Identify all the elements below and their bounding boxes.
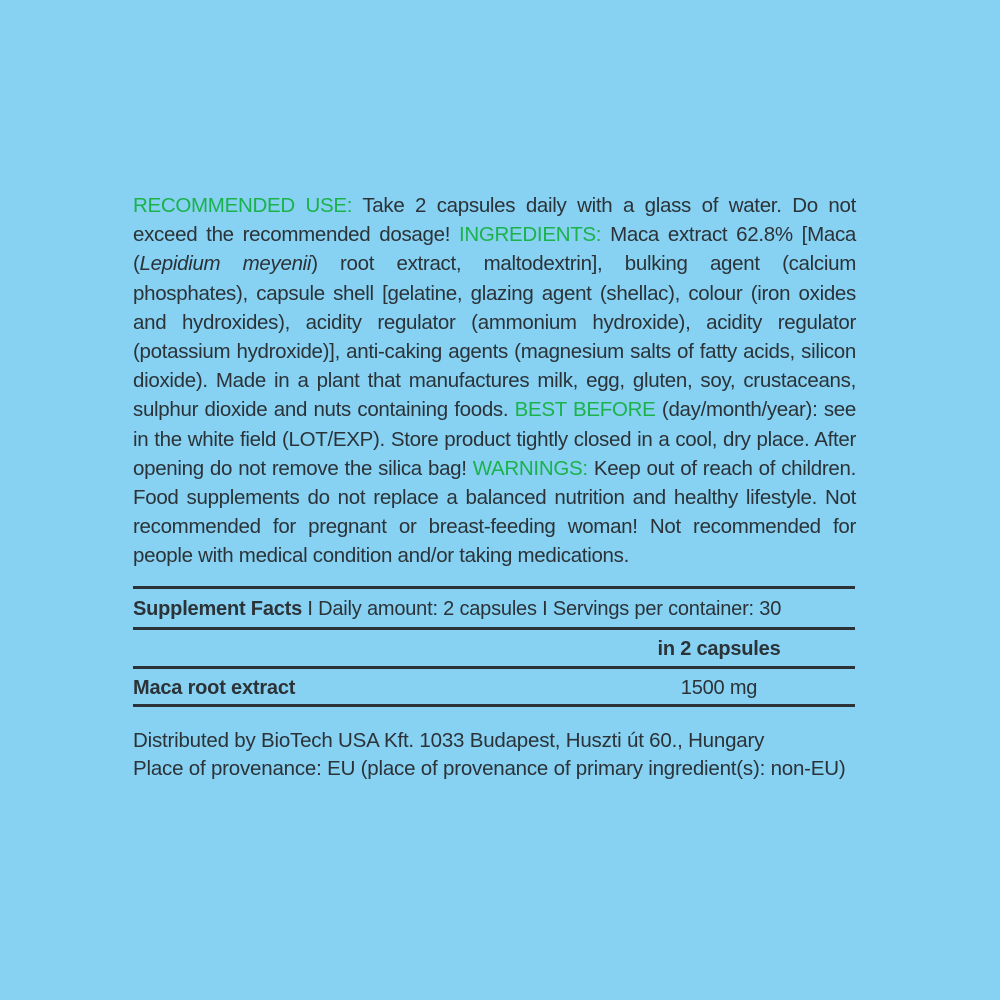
best-before-heading: BEST BEFORE <box>514 398 656 422</box>
provenance-text: Place of provenance: EU (place of provenance of primary ingredient(s): non-EU) <box>133 756 846 780</box>
supplement-facts-title: Supplement Facts <box>133 597 303 620</box>
supplement-facts-header-row <box>133 630 855 666</box>
table-row <box>133 669 855 704</box>
recommended-use-heading: RECOMMENDED USE: <box>133 194 353 217</box>
label-description <box>133 191 856 571</box>
best-before-text: (day/month/year): see in the white field (LOT/EXP). Store product tightly closed in a cool, dry place. After opening do not remove the silica bag! <box>133 398 856 480</box>
product-label <box>133 191 856 783</box>
ingredients-text-continued: ) root extract, maltodextrin], bulking agent (calcium phosphates), capsule shell [gelatine, glazing agent (shellac), colour (iron oxides and hydroxides), acidity regulator (ammonium hydroxide), acidity regulator (potassium hydroxide)], anti-caking agents (magnesium salts of fatty acids, silicon dioxide). Made in a plant that manufactures milk, egg, gluten, soy, crustaceans, sulphur dioxide and nuts containing foods. <box>133 252 856 422</box>
warnings-text: Keep out of reach of children. Food supplements do not replace a balanced nutrition and healthy lifestyle. Not recommended for pregnant or breast-feeding woman! Not recommended for people with medical condition and/or taking medications. <box>133 456 856 568</box>
recommended-use-text: Take 2 capsules daily with a glass of water. Do not exceed the recommended dosage! <box>133 194 856 247</box>
supplement-facts-title-row <box>133 589 855 627</box>
ingredients-heading: INGREDIENTS: <box>459 223 602 247</box>
distributor-text: Distributed by BioTech USA Kft. 1033 Budapest, Huszti út 60., Hungary <box>133 728 765 752</box>
ingredients-latin-name: Lepidium meyenii <box>139 252 312 276</box>
supplement-facts-info: I Daily amount: 2 capsules I Servings per container: 30 <box>302 597 782 620</box>
column-header-amount: in 2 capsules <box>657 637 781 660</box>
ingredients-text: Maca extract 62.8% [Maca ( <box>133 223 856 276</box>
ingredient-name: Maca root extract <box>133 676 296 699</box>
distributor-info <box>133 727 856 783</box>
warnings-heading: WARNINGS: <box>472 456 588 480</box>
supplement-facts-table <box>133 586 855 707</box>
ingredient-amount: 1500 mg <box>680 676 758 699</box>
